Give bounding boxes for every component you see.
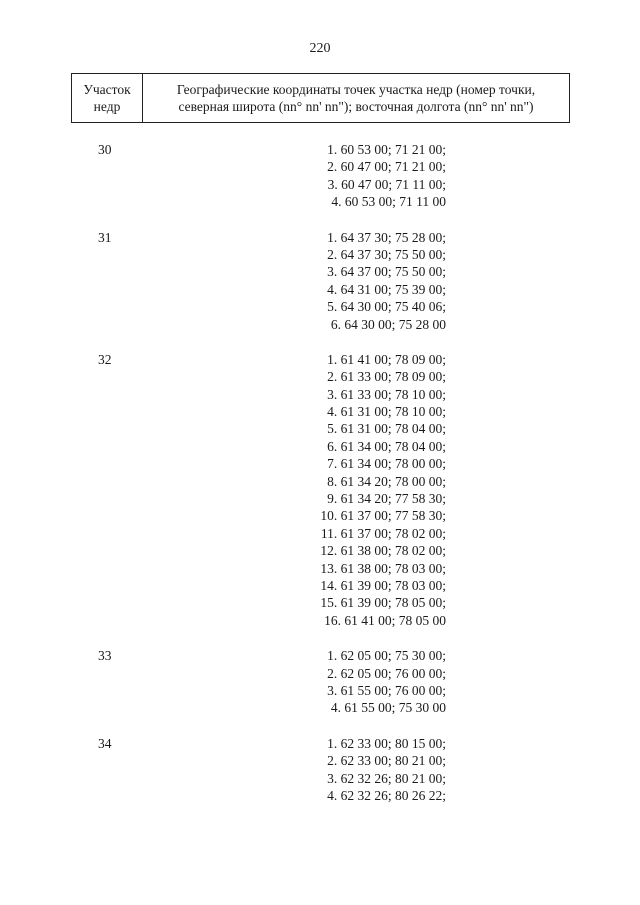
section-row: [0, 141, 640, 211]
coordinate-point: 1. 62 33 00; 80 15 00;: [327, 735, 446, 751]
coordinate-point: 2. 64 37 30; 75 50 00;: [327, 246, 446, 262]
header-cell-coordinates: [143, 74, 569, 122]
coordinate-point: 3. 62 32 26; 80 21 00;: [327, 770, 446, 786]
coordinate-point: 11. 61 37 00; 78 02 00;: [320, 525, 446, 541]
coordinate-point: 3. 64 37 00; 75 50 00;: [327, 264, 446, 280]
coordinate-point: 3. 61 33 00; 78 10 00;: [327, 386, 446, 402]
section-id: 31: [98, 229, 112, 245]
coordinate-point: 13. 61 38 00; 78 03 00;: [320, 560, 446, 576]
coordinate-point: 3. 61 55 00; 76 00 00;: [327, 682, 446, 698]
coordinate-point: 4. 61 31 00; 78 10 00;: [327, 404, 446, 420]
header-coordinates-line2: северная широта (nn° nn' nn"); восточная долгота (nn° nn' nn"): [178, 99, 534, 114]
coordinate-point: 16. 61 41 00; 78 05 00: [324, 612, 446, 628]
header-section-line1: Участок: [83, 82, 131, 97]
section-row: [0, 647, 640, 717]
page-number: 220: [309, 41, 331, 56]
coordinate-points: [300, 647, 446, 717]
section-id: 33: [98, 648, 112, 664]
sections-list: [0, 141, 640, 822]
section-id: 32: [98, 351, 112, 367]
coordinate-point: 4. 62 32 26; 80 26 22;: [327, 787, 446, 803]
header-coordinates-line1: Географические координаты точек участка недр (номер точки,: [176, 82, 536, 97]
coordinate-point: 2. 60 47 00; 71 21 00;: [327, 159, 446, 175]
section-row: [0, 229, 640, 333]
coordinate-point: 4. 60 53 00; 71 11 00: [331, 194, 446, 210]
coordinate-point: 15. 61 39 00; 78 05 00;: [320, 595, 446, 611]
coordinate-point: 6. 61 34 00; 78 04 00;: [327, 438, 446, 454]
coordinate-point: 9. 61 34 20; 77 58 30;: [327, 491, 446, 507]
header-section-line2: недр: [93, 99, 121, 114]
coordinate-points: [300, 351, 446, 629]
coordinate-points: [300, 141, 446, 211]
coordinate-point: 1. 62 05 00; 75 30 00;: [327, 648, 446, 664]
section-row: [0, 735, 640, 805]
coordinate-point: 1. 64 37 30; 75 28 00;: [327, 229, 446, 245]
table-header: [71, 73, 570, 123]
coordinate-point: 5. 61 31 00; 78 04 00;: [327, 421, 446, 437]
coordinate-point: 3. 60 47 00; 71 11 00;: [327, 176, 446, 192]
header-cell-section: [72, 74, 143, 122]
coordinate-point: 1. 61 41 00; 78 09 00;: [327, 351, 446, 367]
coordinate-point: 7. 61 34 00; 78 00 00;: [327, 456, 446, 472]
coordinate-point: 1. 60 53 00; 71 21 00;: [327, 142, 446, 157]
coordinate-point: 10. 61 37 00; 77 58 30;: [320, 508, 446, 524]
section-id: 34: [98, 735, 112, 751]
coordinate-point: 5. 64 30 00; 75 40 06;: [327, 299, 446, 315]
coordinate-point: 2. 62 05 00; 76 00 00;: [327, 665, 446, 681]
coordinate-point: 4. 61 55 00; 75 30 00: [330, 700, 446, 716]
coordinate-point: 2. 61 33 00; 78 09 00;: [327, 369, 446, 385]
coordinate-points: [300, 735, 446, 805]
coordinate-point: 2. 62 33 00; 80 21 00;: [327, 753, 446, 769]
coordinate-point: 4. 64 31 00; 75 39 00;: [327, 281, 446, 297]
coordinate-point: 8. 61 34 20; 78 00 00;: [327, 473, 446, 489]
section-id: 30: [98, 142, 112, 157]
section-row: [0, 351, 640, 629]
coordinate-points: [300, 229, 446, 333]
coordinate-point: 12. 61 38 00; 78 02 00;: [320, 543, 446, 559]
coordinate-point: 14. 61 39 00; 78 03 00;: [320, 577, 446, 593]
coordinate-point: 6. 64 30 00; 75 28 00: [330, 316, 446, 332]
